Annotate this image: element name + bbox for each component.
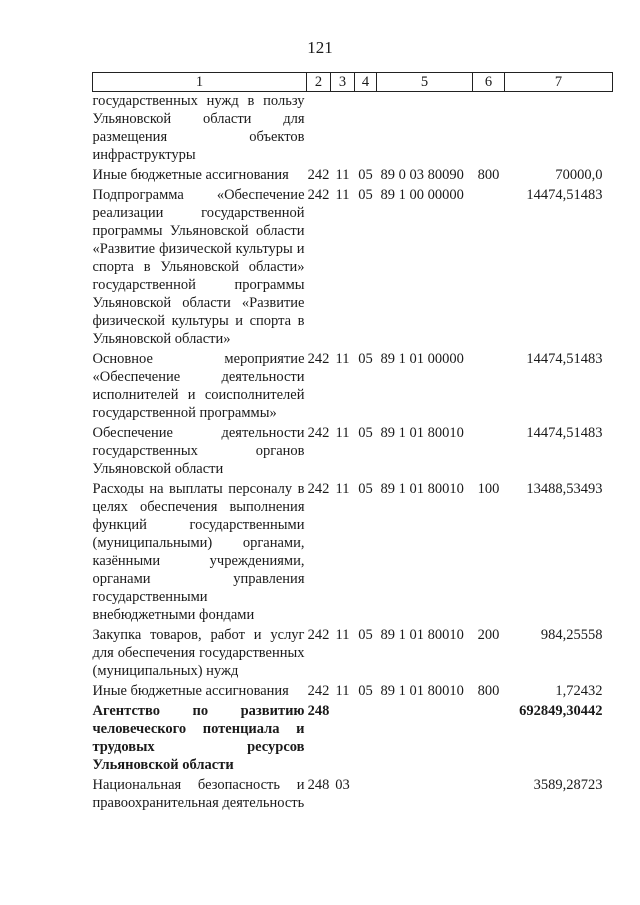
row-amount: 14474,51483 [526,187,603,203]
row-grbs: 242 [307,425,330,441]
row-amount: 70000,0 [555,167,603,183]
row-subsection: 05 [358,683,373,699]
row-amount: 692849,30442 [519,703,603,719]
row-section [331,702,355,776]
table-body [93,92,613,815]
row-expense-type [473,350,505,424]
table-row [93,424,613,480]
row-name: государственных нужд в пользу Ульяновской области для размещения объектов инфраструктуры [92,93,305,163]
header-col-2: 2 [307,73,331,92]
row-section [331,92,355,167]
row-subsection: 05 [358,167,373,183]
header-col-1: 1 [93,73,307,92]
row-target-article: 89 1 01 80010 [380,683,464,699]
table-row [93,480,613,626]
row-section: 11 [335,167,350,183]
row-name: Иные бюджетные ассигнования [92,167,289,183]
row-amount [505,92,613,167]
row-amount: 14474,51483 [526,425,603,441]
page-number: 121 [307,38,333,57]
row-name: Иные бюджетные ассигнования [92,683,289,699]
row-subsection [355,702,377,776]
row-section: 11 [335,425,350,441]
row-subsection: 05 [358,187,373,203]
row-section: 11 [335,627,350,643]
table-row [93,186,613,350]
row-section: 11 [335,683,350,699]
row-amount: 3589,28723 [533,777,603,793]
row-target-article: 89 1 01 80010 [380,627,464,643]
row-section: 03 [335,777,350,793]
row-subsection: 05 [358,627,373,643]
header-row [93,73,613,92]
row-expense-type [473,186,505,350]
row-target-article [377,92,473,167]
row-name: Обеспечение деятельности государственных органов Ульяновской области [92,425,305,477]
row-name: Национальная безопасность и правоохранительная деятельность [92,777,305,811]
header-col-3: 3 [331,73,355,92]
row-name: Агентство по развитию человеческого потенциала и трудовых ресурсов Ульяновской области [92,703,305,773]
row-expense-type [473,92,505,167]
row-name: Закупка товаров, работ и услуг для обеспечения государственных (муниципальных) нужд [92,627,305,679]
row-expense-type [473,776,505,814]
table-row [93,92,613,167]
row-target-article: 89 1 00 00000 [380,187,464,203]
row-section: 11 [335,187,350,203]
row-grbs: 242 [307,167,330,183]
row-expense-type [473,424,505,480]
row-target-article: 89 1 01 80010 [380,425,464,441]
row-grbs: 242 [307,351,330,367]
row-amount: 984,25558 [540,627,603,643]
row-subsection: 05 [358,481,373,497]
row-grbs: 242 [307,187,330,203]
table-row [93,166,613,186]
row-target-article: 89 0 03 80090 [380,167,464,183]
budget-table [92,72,613,814]
row-expense-type [473,702,505,776]
row-expense-type: 800 [477,167,500,183]
row-expense-type: 200 [477,627,500,643]
row-expense-type: 100 [477,481,500,497]
row-subsection: 05 [358,351,373,367]
header-col-4: 4 [355,73,377,92]
table-row [93,626,613,682]
row-grbs: 248 [307,777,330,793]
table-row [93,682,613,702]
row-name: Расходы на выплаты персоналу в целях обеспечения выполнения функций государственными (муниципальными) органами, казёнными учреждениями, органами управления государственными внебюджетными фондами [92,481,305,623]
table-row [93,702,613,776]
row-amount: 1,72432 [555,683,603,699]
row-amount: 13488,53493 [526,481,603,497]
header-col-7: 7 [505,73,613,92]
row-name: Подпрограмма «Обеспечение реализации государственной программы Ульяновской области «Развитие физической культуры и спорта в Ульяновской области» государственной программы Ульяновской области «Развитие физической культуры и спорта в Ульяновской области» [92,187,305,347]
row-grbs [307,92,331,167]
table-row [93,776,613,814]
header-col-5: 5 [377,73,473,92]
header-col-6: 6 [473,73,505,92]
row-target-article: 89 1 01 00000 [380,351,464,367]
row-grbs: 242 [307,683,330,699]
row-section: 11 [335,351,350,367]
table-row [93,350,613,424]
row-amount: 14474,51483 [526,351,603,367]
row-grbs: 242 [307,627,330,643]
row-grbs: 242 [307,481,330,497]
row-subsection [355,776,377,814]
row-target-article [377,702,473,776]
row-target-article: 89 1 01 80010 [380,481,464,497]
row-section: 11 [335,481,350,497]
row-subsection [355,92,377,167]
row-expense-type: 800 [477,683,500,699]
row-target-article [377,776,473,814]
row-grbs: 248 [307,703,330,719]
row-subsection: 05 [358,425,373,441]
row-name: Основное мероприятие «Обеспечение деятельности исполнителей и соисполнителей государственной программы» [92,351,305,421]
